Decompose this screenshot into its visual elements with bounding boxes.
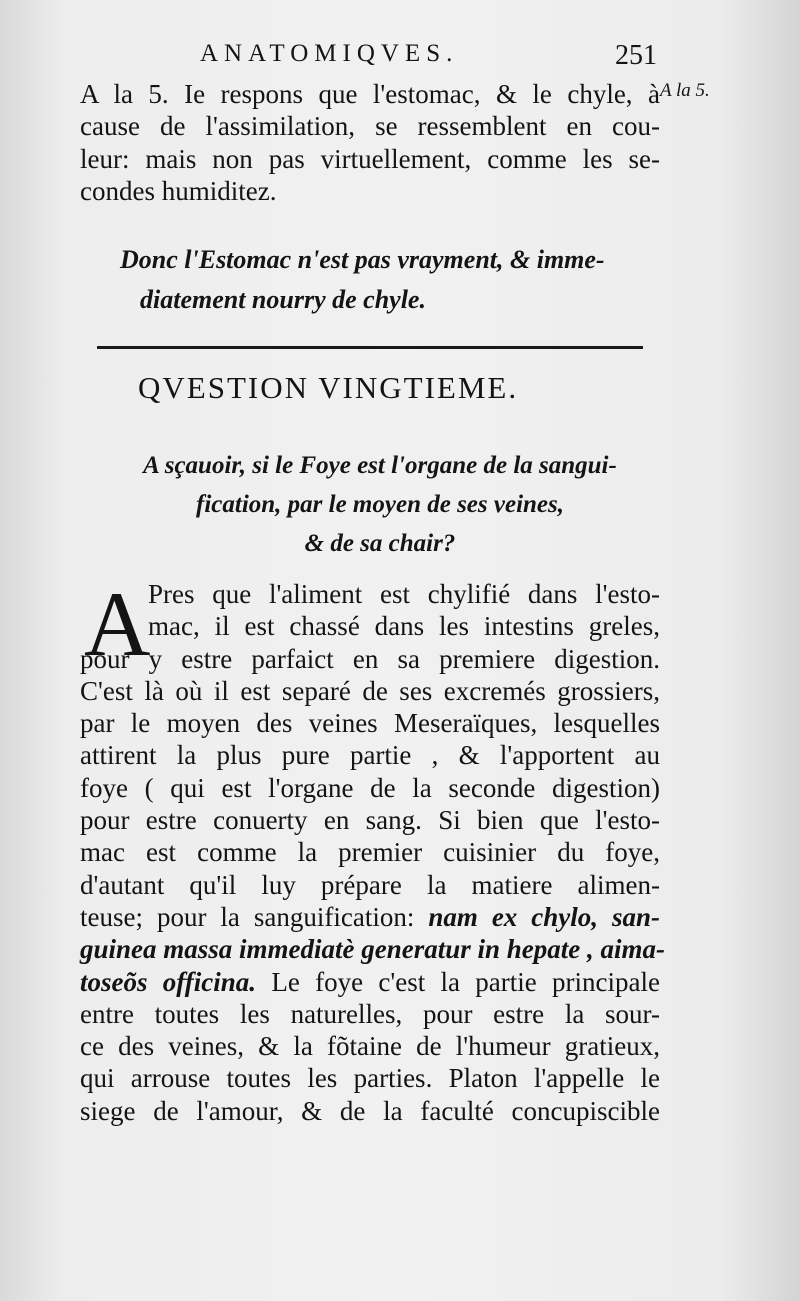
text-line: d'autant qu'il luy prépare la matiere alimen- xyxy=(80,869,660,900)
subtitle-line: & de sa chair? xyxy=(304,530,456,557)
text-line: entre toutes les naturelles, pour estre la sour- xyxy=(80,998,660,1029)
text-line: mac est comme la premier cuisinier du foye, xyxy=(80,837,660,868)
page-header xyxy=(0,40,800,74)
text-line xyxy=(80,901,660,933)
latin-quote: nam ex chylo, san- xyxy=(428,901,660,932)
text-line: par le moyen des veines Meseraïques, lesquelles xyxy=(80,708,660,739)
subtitle-line: A sçauoir, si le Foye est l'organe de la sangui- xyxy=(143,452,617,479)
text-line: leur: mais non pas virtuellement, comme les se- xyxy=(80,143,660,174)
latin-quote-line: guinea massa immediatè generatur in hepate , aima- xyxy=(80,934,666,965)
text-line: attirent la plus pure partie , & l'apportent au xyxy=(80,740,660,771)
latin-quote: toseõs officina. xyxy=(80,966,257,997)
text-line: pour y estre parfaict en sa premiere digestion. xyxy=(80,643,660,674)
running-head: ANATOMIQVES. xyxy=(200,40,459,67)
conclusion xyxy=(120,240,620,320)
subtitle-line: fication, par le moyen de ses veines, xyxy=(196,491,564,518)
body-text xyxy=(80,573,666,1127)
text-segment: Le foye c'est la partie principale xyxy=(271,966,661,997)
text-line: ce des veines, & la fõtaine de l'humeur gratieux, xyxy=(80,1031,660,1062)
text-line: cause de l'assimilation, se ressemblent en cou- xyxy=(80,111,660,142)
text-line: siege de l'amour, & de la faculté concupiscible xyxy=(80,1095,660,1126)
text-line: mac, il est chassé dans les intestins greles, xyxy=(148,611,660,642)
question-subtitle xyxy=(130,446,630,563)
conclusion-line: Donc l'Estomac n'est pas vrayment, & imme- xyxy=(120,245,605,274)
text-line: C'est là où il est separé de ses excremés grossiers, xyxy=(80,675,660,706)
text-line: Pres que l'aliment est chylifié dans l'esto- xyxy=(148,579,660,609)
margin-note: A la 5. xyxy=(660,80,710,101)
page-number: 251 xyxy=(615,40,657,71)
text-line: condes humiditez. xyxy=(80,175,277,206)
text-line: qui arrouse toutes les parties. Platon l'appelle le xyxy=(80,1063,660,1094)
question-title: QVESTION VINGTIEME. xyxy=(138,370,519,405)
text-segment: teuse; pour la sanguification: xyxy=(80,901,415,932)
text-line: foye ( qui est l'organe de la seconde digestion) xyxy=(80,772,660,803)
text-line xyxy=(80,966,660,998)
section-divider xyxy=(97,346,643,349)
top-paragraph xyxy=(80,78,660,207)
text-line: A la 5. Ie respons que l'estomac, & le chyle, à xyxy=(80,79,660,109)
conclusion-line: diatement nourry de chyle. xyxy=(140,285,426,314)
drop-capital: A xyxy=(84,573,151,675)
text-line: pour estre conuerty en sang. Si bien que l'esto- xyxy=(80,805,660,836)
